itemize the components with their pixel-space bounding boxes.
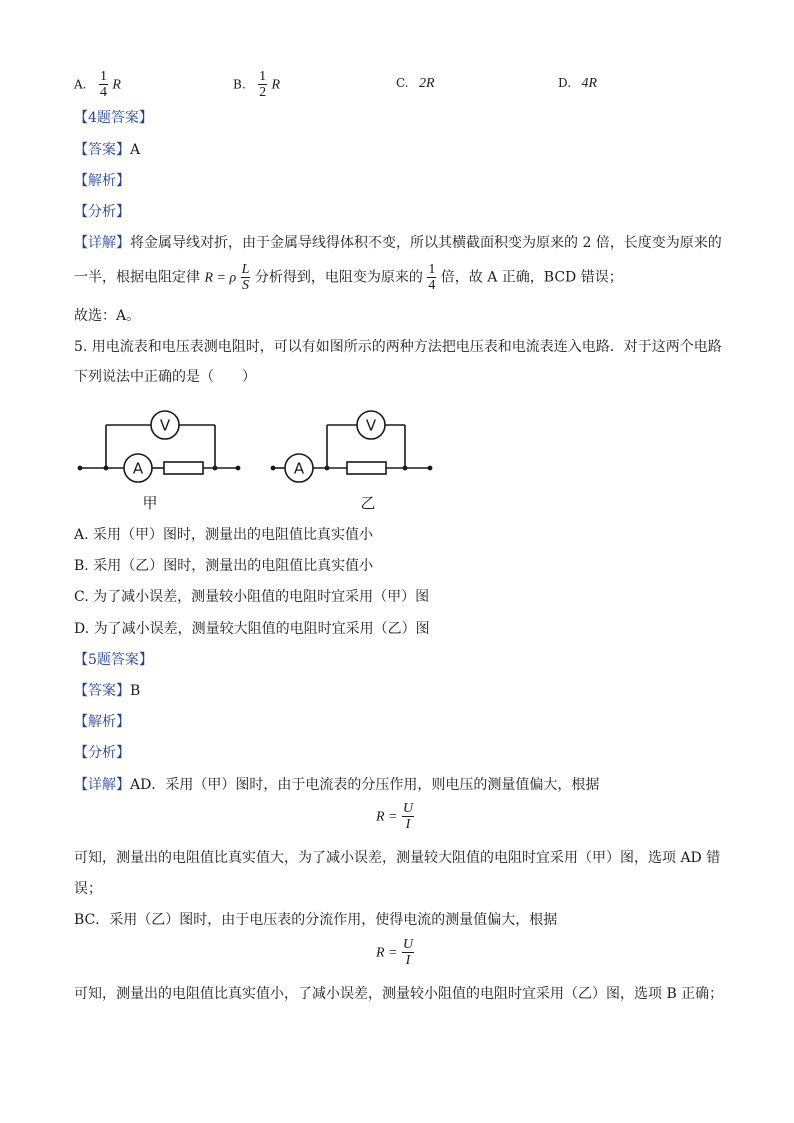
q5-option-d: D. 为了减小误差，测量较大阻值的电阻时宜采用（乙）图	[74, 621, 430, 637]
detail-label: 【详解】	[74, 235, 130, 251]
answer-label: 【答案】	[74, 683, 130, 699]
numerator: U	[402, 801, 414, 816]
q4-fenxi-label: 【分析】	[74, 204, 130, 220]
denominator: I	[402, 952, 414, 968]
option-value: 2R	[419, 76, 435, 91]
q5-option-b: B. 采用（乙）图时，测量出的电阻值比真实值小	[74, 558, 374, 574]
q5-formula-2	[376, 937, 414, 968]
q5-option-c: C. 为了减小误差，测量较小阻值的电阻时宜采用（甲）图	[74, 589, 430, 605]
q4-analysis-label: 【解析】	[74, 173, 130, 189]
denominator: 4	[99, 85, 107, 100]
variable: R	[271, 77, 281, 93]
numerator: L	[241, 262, 250, 277]
denominator: I	[402, 816, 414, 832]
resistor	[347, 462, 386, 474]
option-letter: A.	[74, 77, 87, 92]
q5-detail-ad	[74, 775, 599, 795]
formula-lhs: R = ρ	[204, 270, 237, 286]
q4-option-b	[233, 69, 280, 100]
formula-lhs: R =	[376, 945, 398, 961]
q5-option-a: A. 采用（甲）图时，测量出的电阻值比真实值小	[74, 527, 374, 543]
option-letter: D.	[558, 76, 572, 90]
detail-text: 分析得到，电阻变为原来的	[254, 269, 423, 286]
circuit-caption-right: 乙	[360, 494, 376, 512]
numerator: 1	[428, 262, 436, 277]
q4-detail-line2	[74, 262, 623, 293]
numerator: 1	[259, 69, 267, 84]
detail-text: AD．采用（甲）图时，由于电流表的分压作用，则电压的测量值偏大，根据	[130, 777, 600, 793]
q5-formula-1	[376, 801, 414, 832]
q4-answer-header: 【4题答案】	[74, 110, 153, 126]
denominator: 2	[259, 85, 267, 100]
circuit-caption-left: 甲	[142, 494, 158, 512]
detail-text: 一半，根据电阻定律	[74, 269, 200, 286]
denominator: 4	[428, 278, 436, 293]
fraction	[241, 262, 251, 293]
node	[428, 466, 433, 471]
fraction	[258, 69, 267, 100]
q5-detail-bc: BC．采用（乙）图时，由于电压表的分流作用，使得电流的测量值偏大，根据	[74, 912, 558, 928]
q4-option-a	[74, 69, 121, 100]
q4-option-c	[396, 73, 435, 94]
q5-answer	[74, 681, 140, 701]
q5-fenxi-label: 【分析】	[74, 745, 130, 761]
fraction	[427, 262, 436, 293]
option-letter: B.	[233, 77, 246, 92]
node	[271, 466, 276, 471]
node	[78, 466, 83, 471]
variable: R	[112, 77, 121, 93]
node	[104, 466, 109, 471]
detail-text: 将金属导线对折，由于金属导线得体积不变，所以其横截面积变为原来的 2 倍，长度变为原来的	[130, 235, 722, 251]
q5-bc-conclusion: 可知，测量出的电阻值比真实值小，了减小误差，测量较小阻值的电阻时宜采用（乙）图，选项 B 正确；	[74, 986, 724, 1002]
node	[213, 466, 218, 471]
q5-stem-line1: 5. 用电流表和电压表测电阻时，可以有如图所示的两种方法把电压表和电流表连入电路．对于这两个电路	[74, 339, 722, 355]
detail-text: 倍，故 A 正确，BCD 错误；	[440, 269, 623, 286]
voltmeter-label: V	[365, 416, 377, 435]
resistor	[164, 462, 203, 474]
denominator: S	[242, 278, 250, 293]
fraction	[402, 801, 414, 832]
q5-analysis-label: 【解析】	[74, 714, 130, 730]
q4-answer	[74, 140, 140, 160]
node	[236, 466, 241, 471]
answer-value: A	[130, 142, 141, 158]
numerator: U	[402, 937, 414, 952]
q5-ad-conclusion-line2: 误；	[74, 881, 102, 897]
numerator: 1	[99, 69, 107, 84]
circuit-diagrams	[70, 405, 440, 520]
answer-label: 【答案】	[74, 142, 130, 158]
q4-option-d	[558, 73, 597, 94]
q5-stem-line2: 下列说法中正确的是（ ）	[74, 369, 256, 385]
fraction	[402, 937, 414, 968]
fraction	[99, 69, 108, 100]
answer-value: B	[130, 683, 141, 699]
detail-label: 【详解】	[74, 777, 130, 793]
q4-detail-line1	[74, 233, 722, 253]
option-letter: C.	[396, 76, 409, 90]
formula-lhs: R =	[376, 809, 398, 825]
q5-ad-conclusion-line1: 可知，测量出的电阻值比真实值大，为了减小误差，测量较大阻值的电阻时宜采用（甲）图，选项 AD 错	[74, 850, 721, 866]
ammeter-label: A	[293, 459, 305, 478]
q5-answer-header: 【5题答案】	[74, 652, 153, 668]
voltmeter-label: V	[159, 416, 171, 435]
ammeter-label: A	[132, 459, 144, 478]
q4-choose: 故选：A。	[74, 308, 141, 324]
node	[403, 466, 408, 471]
option-value: 4R	[581, 76, 598, 91]
node	[325, 466, 330, 471]
